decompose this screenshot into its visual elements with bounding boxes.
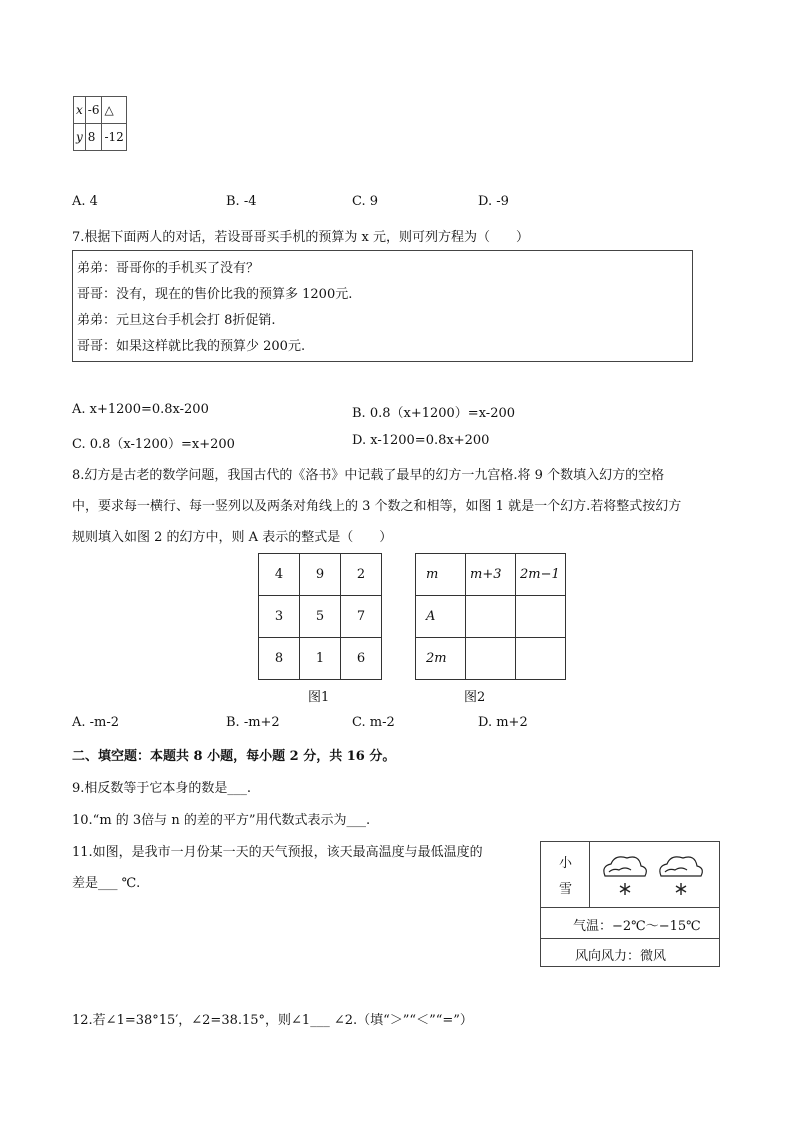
figure-2-caption: 图2 bbox=[464, 690, 486, 705]
weather-type-char: 小 bbox=[559, 856, 573, 871]
q7-option-c: C. 0.8（x-1200）=x+200 bbox=[72, 437, 235, 452]
figure-1-caption: 图1 bbox=[308, 690, 330, 705]
q8-option-a: A. -m-2 bbox=[72, 715, 120, 730]
q8-stem-line: 8.幻方是古老的数学问题，我国古代的《洛书》中记载了最早的幻方一九宫格.将 9 个数填入幻方的空格 bbox=[72, 468, 665, 483]
q6-option-d: D. -9 bbox=[478, 194, 509, 209]
square-cell: 1 bbox=[300, 638, 341, 680]
xy-cell: x bbox=[74, 97, 86, 124]
q7-option-a: A. x+1200=0.8x-200 bbox=[72, 402, 209, 417]
xy-cell: 8 bbox=[85, 124, 102, 151]
q9-text: 9.相反数等于它本身的数是___. bbox=[72, 781, 252, 796]
q7-stem: 7.根据下面两人的对话，若设哥哥买手机的预算为 x 元，则可列方程为（ ） bbox=[72, 230, 529, 245]
square-cell bbox=[516, 638, 566, 680]
snow-cloud-icon bbox=[599, 850, 715, 902]
square-cell: 7 bbox=[341, 596, 382, 638]
xy-cell: y bbox=[74, 124, 86, 151]
q6-option-a: A. 4 bbox=[72, 194, 98, 209]
square-cell: 2 bbox=[341, 554, 382, 596]
q8-stem-line: 规则填入如图 2 的幻方中，则 A 表示的整式是（ ） bbox=[72, 530, 393, 545]
dialogue-line: 弟弟：元旦这台手机会打 8折促销. bbox=[77, 313, 276, 328]
divider bbox=[541, 938, 719, 939]
q11-line: 11.如图，是我市一月份某一天的天气预报，该天最高温度与最低温度的 bbox=[72, 845, 483, 860]
q8-option-b: B. -m+2 bbox=[226, 715, 280, 730]
xy-cell: -12 bbox=[102, 124, 126, 151]
q10-text: 10.“m 的 3倍与 n 的差的平方”用代数式表示为___. bbox=[72, 813, 371, 828]
magic-square-figure-2 bbox=[415, 553, 566, 680]
q8-option-d: D. m+2 bbox=[478, 715, 528, 730]
square-cell: 6 bbox=[341, 638, 382, 680]
temperature-range: 气温：−2℃～−15℃ bbox=[573, 919, 701, 934]
weather-forecast-box bbox=[540, 841, 720, 967]
dialogue-line: 哥哥：没有，现在的售价比我的预算多 1200元. bbox=[77, 287, 353, 302]
xy-cell: -6 bbox=[85, 97, 102, 124]
dialogue-line: 弟弟：哥哥你的手机买了没有？ bbox=[77, 261, 260, 276]
q11-line: 差是___ ℃. bbox=[72, 876, 141, 891]
dialogue-line: 哥哥：如果这样就比我的预算少 200元. bbox=[77, 339, 306, 354]
square-cell: 3 bbox=[259, 596, 300, 638]
weather-type-char: 雪 bbox=[559, 882, 573, 897]
square-cell bbox=[466, 638, 516, 680]
q6-option-b: B. -4 bbox=[226, 194, 257, 209]
wind-info: 风向风力：微风 bbox=[575, 949, 667, 964]
xy-value-table bbox=[73, 96, 127, 151]
q7-option-d: D. x-1200=0.8x+200 bbox=[352, 433, 490, 448]
magic-square-figure-1 bbox=[258, 553, 382, 680]
square-cell: A bbox=[416, 596, 466, 638]
divider bbox=[589, 842, 590, 907]
q8-option-c: C. m-2 bbox=[352, 715, 395, 730]
divider bbox=[541, 907, 719, 908]
q6-option-c: C. 9 bbox=[352, 194, 379, 209]
square-cell bbox=[516, 596, 566, 638]
section-heading: 二、填空题：本题共 8 小题，每小题 2 分，共 16 分。 bbox=[72, 749, 396, 764]
xy-cell: △ bbox=[102, 97, 126, 124]
dialogue-box bbox=[72, 250, 693, 362]
square-cell: m bbox=[416, 554, 466, 596]
square-cell: 4 bbox=[259, 554, 300, 596]
square-cell: 5 bbox=[300, 596, 341, 638]
square-cell: m+3 bbox=[466, 554, 516, 596]
q8-stem-line: 中，要求每一横行、每一竖列以及两条对角线上的 3 个数之和相等，如图 1 就是一个幻方.若将整式按幻方 bbox=[72, 499, 682, 514]
square-cell: 2m bbox=[416, 638, 466, 680]
square-cell: 2m−1 bbox=[516, 554, 566, 596]
square-cell: 8 bbox=[259, 638, 300, 680]
square-cell: 9 bbox=[300, 554, 341, 596]
square-cell bbox=[466, 596, 516, 638]
q7-option-b: B. 0.8（x+1200）=x-200 bbox=[352, 406, 516, 421]
q12-text: 12.若∠1=38°15′，∠2=38.15°，则∠1___ ∠2.（填“＞”“＜”“=”） bbox=[72, 1013, 473, 1028]
